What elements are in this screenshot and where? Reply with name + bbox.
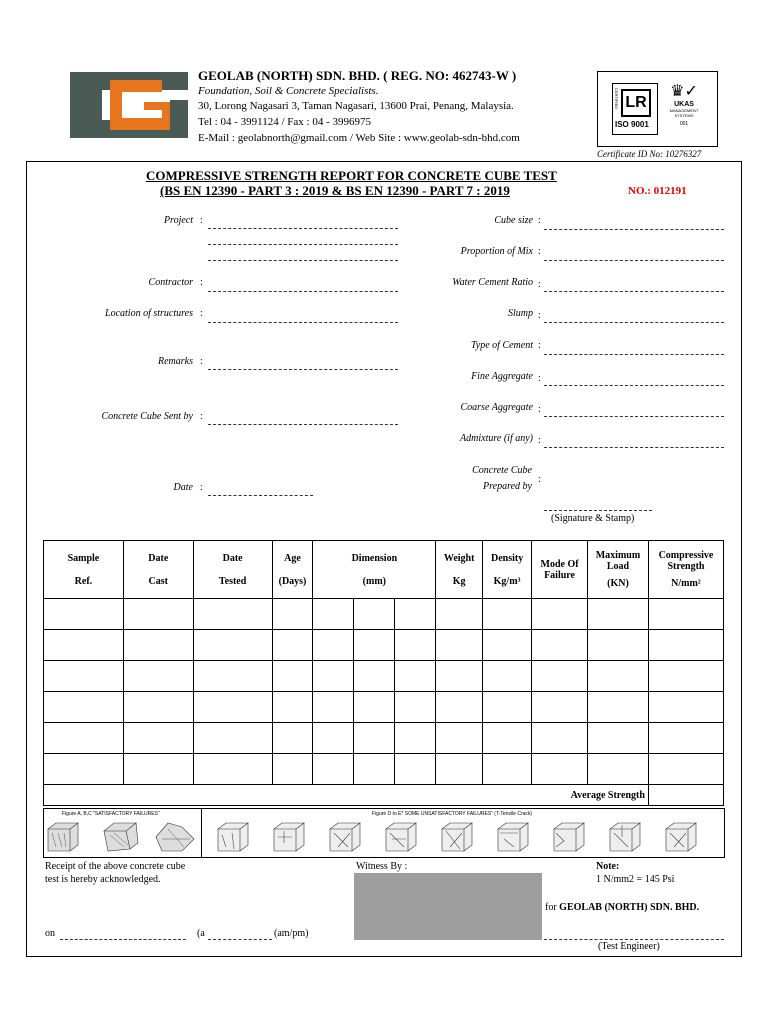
crown-tick-icon: ♛✓ xyxy=(670,83,698,100)
header-max-load: Maximum Load (KN) xyxy=(588,541,649,599)
results-table xyxy=(43,540,724,806)
iso-cert-box xyxy=(612,83,658,135)
cert-badge-text: CERTIFIED xyxy=(614,88,619,110)
slump-line[interactable] xyxy=(544,322,724,323)
project-line-3[interactable] xyxy=(208,260,398,261)
project-colon: : xyxy=(200,215,203,226)
date-label: Date xyxy=(173,482,193,493)
figure-divider xyxy=(201,809,202,857)
iso-label: ISO 9001 xyxy=(615,120,649,129)
table-row[interactable] xyxy=(44,723,724,754)
remarks-line[interactable] xyxy=(208,369,398,370)
table-row[interactable] xyxy=(44,754,724,785)
on-label: on xyxy=(45,928,55,939)
slump-colon: : xyxy=(538,310,541,321)
report-number: NO.: 012191 xyxy=(628,185,687,197)
ukas-cert-box xyxy=(664,83,704,133)
satisfactory-failure-figures xyxy=(44,817,201,857)
header-date-tested: Date Tested xyxy=(193,541,272,599)
company-phone: Tel : 04 - 3991124 / Fax : 04 - 3996975 xyxy=(198,116,371,128)
signature-caption: (Signature & Stamp) xyxy=(551,513,635,524)
cement-colon: : xyxy=(538,340,541,351)
table-header-row xyxy=(44,541,724,599)
table-row[interactable] xyxy=(44,692,724,723)
fine-aggregate-line[interactable] xyxy=(544,385,724,386)
report-title: COMPRESSIVE STRENGTH REPORT FOR CONCRETE CUBE TEST xyxy=(146,168,557,183)
company-address: 30, Lorong Nagasari 3, Taman Nagasari, 13600 Prai, Penang, Malaysia. xyxy=(198,100,514,112)
at-label: (a xyxy=(197,928,205,939)
cube-size-line[interactable] xyxy=(544,229,724,230)
header-age: Age (Days) xyxy=(272,541,313,599)
project-label: Project xyxy=(163,215,193,226)
average-strength-value[interactable] xyxy=(648,785,723,806)
table-row[interactable] xyxy=(44,630,724,661)
project-line-1[interactable] xyxy=(208,228,398,229)
for-prefix: for xyxy=(545,902,557,913)
witness-redacted-box xyxy=(354,873,542,940)
lr-icon: LR xyxy=(621,89,651,117)
coarse-aggregate-colon: : xyxy=(538,404,541,415)
average-strength-label: Average Strength xyxy=(44,785,649,806)
location-label: Location of structures xyxy=(105,308,193,319)
company-email: E-Mail : geolabnorth@gmail.com / Web Site : www.geolab-sdn-bhd.com xyxy=(198,132,520,144)
signature-line[interactable] xyxy=(544,510,652,511)
cement-line[interactable] xyxy=(544,354,724,355)
sent-by-line[interactable] xyxy=(208,424,398,425)
receipt-text-1: Receipt of the above concrete cube xyxy=(45,861,186,872)
wcr-colon: : xyxy=(538,279,541,290)
table-row[interactable] xyxy=(44,661,724,692)
figures-left-caption: Figure A, B,C "SATISFACTORY FAILURES" xyxy=(62,811,160,817)
engineer-signature-line[interactable] xyxy=(544,939,724,940)
project-line-2[interactable] xyxy=(208,244,398,245)
contractor-colon: : xyxy=(200,277,203,288)
table-row[interactable] xyxy=(44,599,724,630)
header-mode-of-failure: Mode Of Failure xyxy=(532,541,588,599)
unsatisfactory-failure-figures xyxy=(204,817,722,857)
ukas-label: UKAS xyxy=(674,101,694,108)
on-date-line[interactable] xyxy=(60,939,186,940)
remarks-colon: : xyxy=(200,356,203,367)
coarse-aggregate-line[interactable] xyxy=(544,416,724,417)
remarks-label: Remarks xyxy=(158,356,193,367)
failure-figures-strip xyxy=(43,808,725,858)
date-colon: : xyxy=(200,482,203,493)
report-standard: (BS EN 12390 - PART 3 : 2019 & BS EN 12390 - PART 7 : 2019 xyxy=(160,183,510,198)
time-line[interactable] xyxy=(208,939,272,940)
fine-aggregate-colon: : xyxy=(538,373,541,384)
header-density: Density Kg/m³ xyxy=(483,541,532,599)
proportion-line[interactable] xyxy=(544,260,724,261)
prepared-by-label-1: Concrete Cube xyxy=(472,465,532,476)
cube-size-label: Cube size xyxy=(494,215,533,226)
contractor-line[interactable] xyxy=(208,291,398,292)
company-logo xyxy=(70,72,188,138)
header-date-cast: Date Cast xyxy=(123,541,193,599)
certification-badge xyxy=(597,71,718,147)
wcr-line[interactable] xyxy=(544,291,724,292)
ampm-label: (am/pm) xyxy=(274,928,309,939)
header-compressive-strength: Compressive Strength N/mm² xyxy=(648,541,723,599)
admixture-line[interactable] xyxy=(544,447,724,448)
header-sample: Sample Ref. xyxy=(44,541,124,599)
certificate-id: Certificate ID No: 10276327 xyxy=(597,149,702,159)
header-weight: Weight Kg xyxy=(436,541,483,599)
company-name: GEOLAB (NORTH) SDN. BHD. ( REG. NO: 462743-W ) xyxy=(198,68,517,83)
company-tagline: Foundation, Soil & Concrete Specialists. xyxy=(198,85,379,97)
sent-by-colon: : xyxy=(200,411,203,422)
slump-label: Slump xyxy=(508,308,533,319)
location-colon: : xyxy=(200,308,203,319)
admixture-colon: : xyxy=(538,435,541,446)
engineer-caption: (Test Engineer) xyxy=(598,941,660,952)
conversion-note: 1 N/mm2 = 145 Psi xyxy=(596,874,675,885)
figures-right-caption: Figure D to E* SOME UNSATISFACTORY FAILURES" (T-Tensile Crack) xyxy=(372,811,533,817)
coarse-aggregate-label: Coarse Aggregate xyxy=(460,402,533,413)
average-strength-row xyxy=(44,785,724,806)
header-dimension: Dimension (mm) xyxy=(313,541,436,599)
fine-aggregate-label: Fine Aggregate xyxy=(471,371,533,382)
location-line[interactable] xyxy=(208,322,398,323)
for-company-line xyxy=(545,902,699,913)
proportion-label: Proportion of Mix xyxy=(460,246,533,257)
wcr-label: Water Cement Ratio xyxy=(452,277,533,288)
ukas-number: 001 xyxy=(679,121,689,127)
receipt-text-2: test is hereby acknowledged. xyxy=(45,874,161,885)
proportion-colon: : xyxy=(538,246,541,257)
cube-size-colon: : xyxy=(538,215,541,226)
sent-by-label: Concrete Cube Sent by xyxy=(101,411,193,422)
contractor-label: Contractor xyxy=(148,277,193,288)
date-line[interactable] xyxy=(208,495,313,496)
prepared-by-label-2: Prepared by xyxy=(483,481,532,492)
for-company: GEOLAB (NORTH) SDN. BHD. xyxy=(559,902,700,913)
ukas-sub-label: MANAGEMENT SYSTEMS xyxy=(669,108,699,118)
cement-label: Type of Cement xyxy=(470,340,533,351)
prepared-by-colon: : xyxy=(538,474,541,485)
note-label: Note: xyxy=(596,861,620,872)
admixture-label: Admixture (if any) xyxy=(460,433,533,444)
witness-label: Witness By : xyxy=(356,861,408,872)
